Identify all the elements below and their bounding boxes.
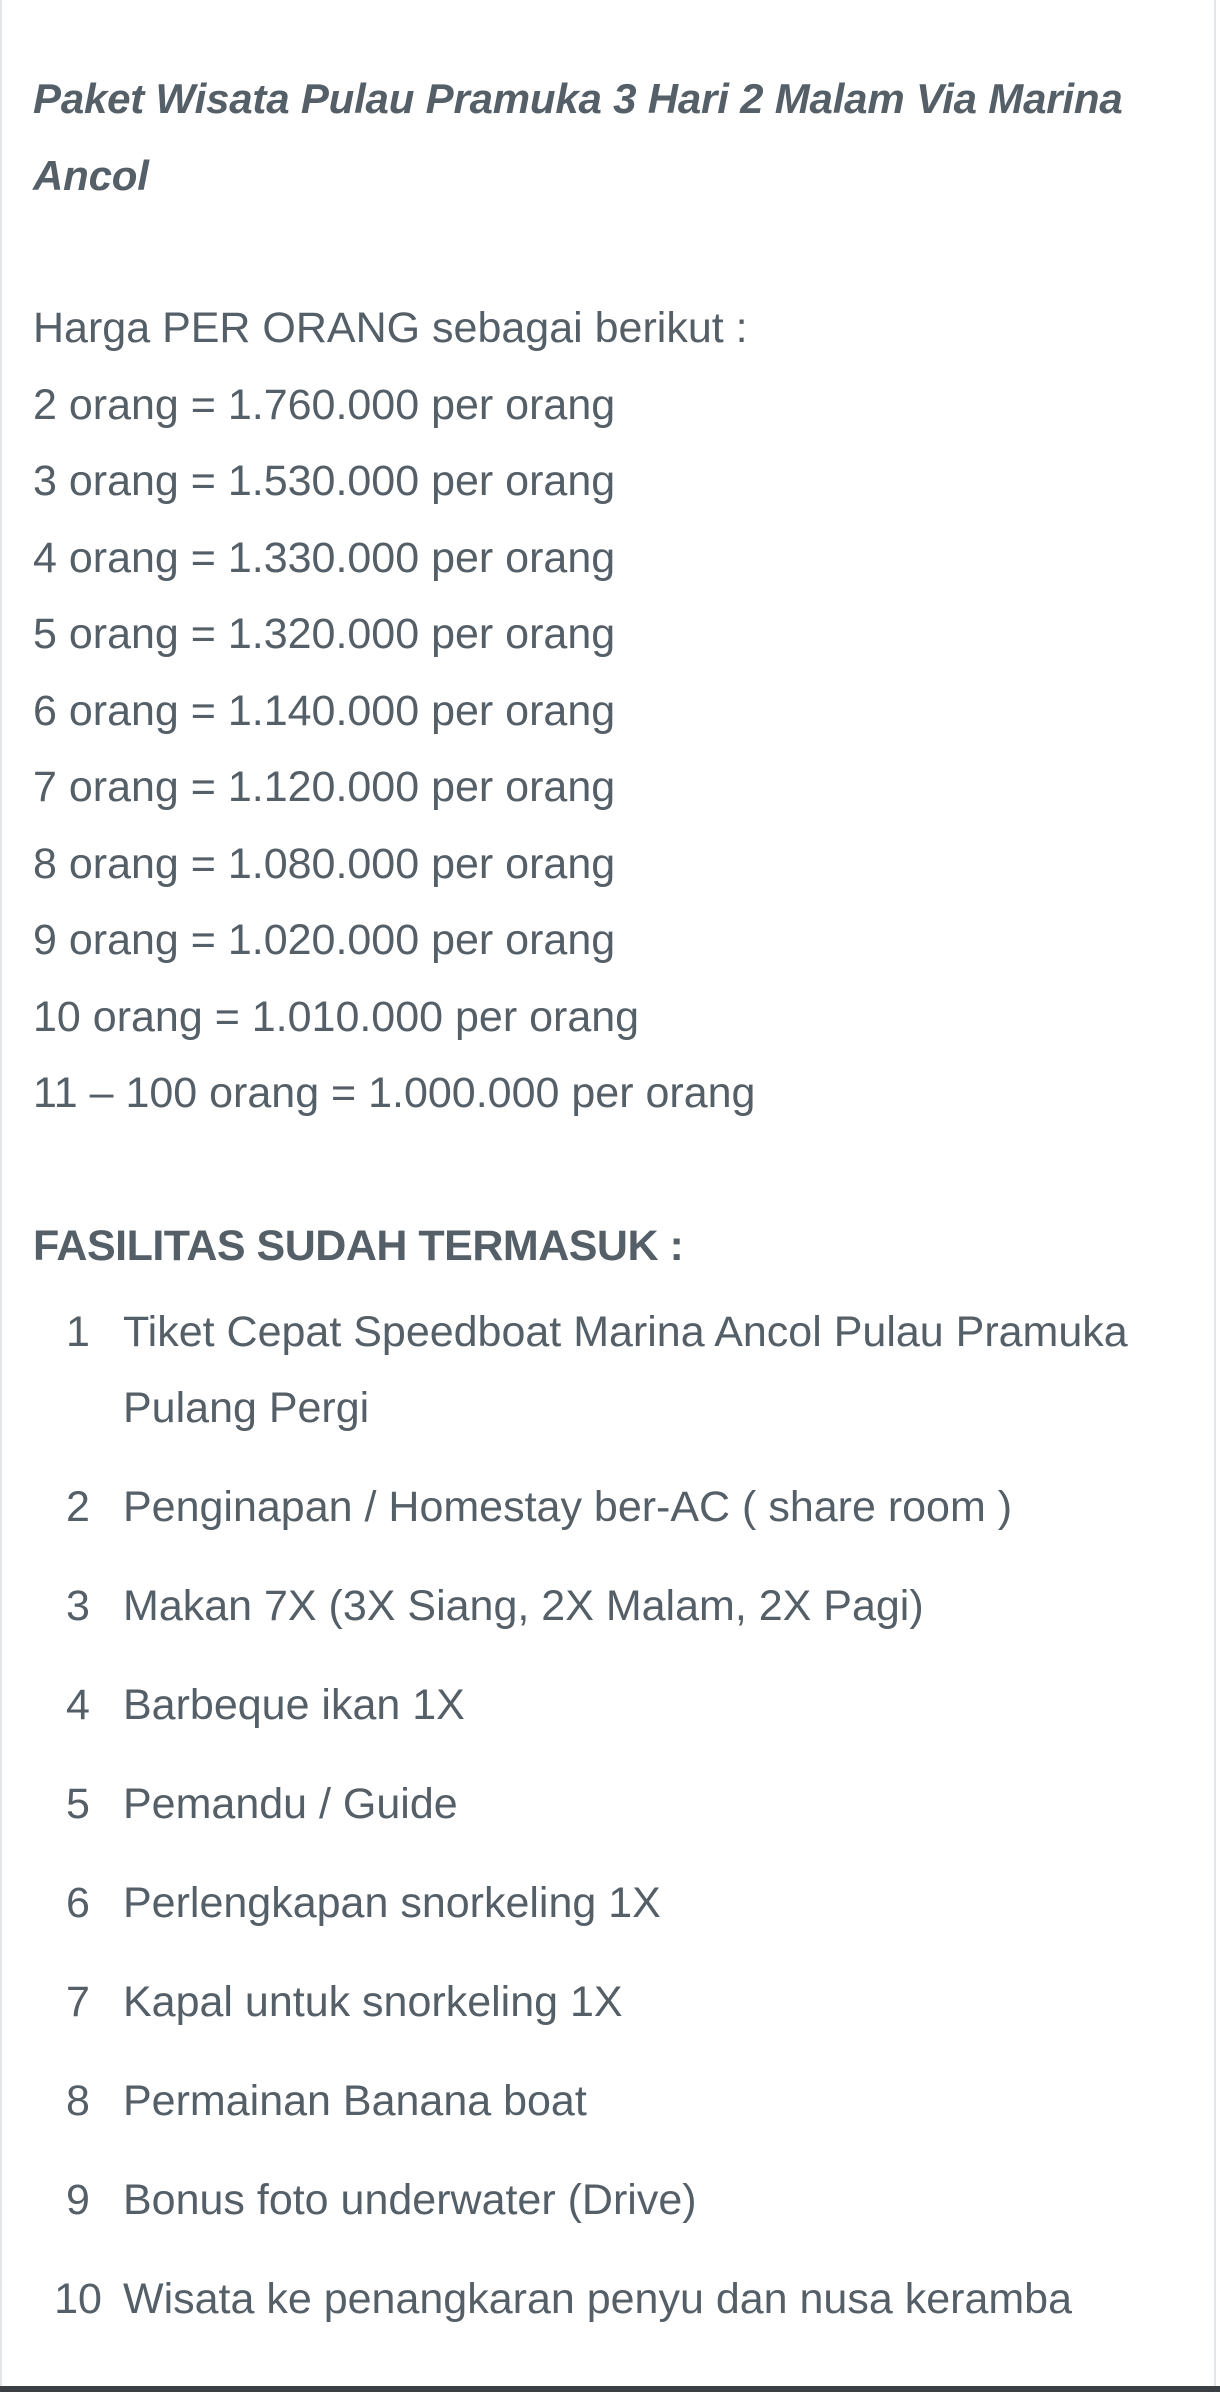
- facility-number: 5: [66, 1779, 90, 1828]
- facility-number: 9: [66, 2175, 90, 2224]
- facility-number: 10: [54, 2274, 102, 2323]
- facility-text: Wisata ke penangkaran penyu dan nusa keramba: [123, 2274, 1073, 2323]
- facility-item: [33, 1766, 1183, 1842]
- facility-text: Bonus foto underwater (Drive): [123, 2175, 697, 2224]
- price-row: 3 orang = 1.530.000 per orang: [33, 457, 616, 505]
- facility-text: [123, 1294, 1183, 1446]
- facility-item: [33, 1964, 1183, 2040]
- facility-item: [33, 1667, 1183, 1743]
- facility-number: 6: [66, 1878, 90, 1927]
- facility-item: [33, 1865, 1183, 1941]
- facility-text: Permainan Banana boat: [123, 2076, 587, 2125]
- facility-number: 1: [66, 1307, 90, 1356]
- facility-text: Makan 7X (3X Siang, 2X Malam, 2X Pagi): [123, 1581, 924, 1630]
- facility-item: [33, 1294, 1183, 1446]
- price-row: 10 orang = 1.010.000 per orang: [33, 992, 640, 1041]
- bottom-edge-bar: [0, 2386, 1220, 2392]
- facilities-heading: FASILITAS SUDAH TERMASUK :: [33, 1221, 684, 1270]
- facility-number: 2: [66, 1482, 90, 1531]
- price-row: 7 orang = 1.120.000 per orang: [33, 763, 616, 811]
- price-row: 2 orang = 1.760.000 per orang: [33, 380, 616, 429]
- price-intro: Harga PER ORANG sebagai berikut :: [33, 304, 748, 352]
- facility-text: Barbeque ikan 1X: [123, 1680, 465, 1729]
- facility-text-line: Pulang Pergi: [123, 1383, 370, 1432]
- facility-text: Pemandu / Guide: [123, 1779, 458, 1828]
- package-title-line-2: Ancol: [33, 152, 149, 199]
- facility-text-line: Tiket Cepat Speedboat Marina Ancol Pulau Pramuka: [123, 1307, 1128, 1356]
- price-row: 9 orang = 1.020.000 per orang: [33, 916, 616, 964]
- facility-item: [33, 1469, 1183, 1545]
- price-row: 6 orang = 1.140.000 per orang: [33, 686, 616, 735]
- facility-item: [33, 2063, 1183, 2139]
- facility-item: [33, 1568, 1183, 1644]
- price-row: 11 – 100 orang = 1.000.000 per orang: [33, 1069, 756, 1117]
- facility-number: 7: [66, 1977, 90, 2026]
- facility-item: [33, 2162, 1183, 2238]
- price-row: 8 orang = 1.080.000 per orang: [33, 839, 616, 888]
- facility-number: 8: [66, 2076, 90, 2125]
- price-list: [33, 290, 1183, 1132]
- price-row: 5 orang = 1.320.000 per orang: [33, 610, 616, 658]
- package-title-line-1: Paket Wisata Pulau Pramuka 3 Hari 2 Malam Via Marina: [33, 75, 1123, 122]
- facility-text: Penginapan / Homestay ber-AC ( share room ): [123, 1482, 1013, 1531]
- package-title: [33, 60, 1183, 214]
- facility-text: Kapal untuk snorkeling 1X: [123, 1977, 623, 2026]
- facility-item: [33, 2261, 1183, 2337]
- facility-text: Perlengkapan snorkeling 1X: [123, 1878, 661, 1927]
- article-content: [33, 60, 1183, 2360]
- facilities-list: [33, 1294, 1183, 2337]
- facility-number: 4: [66, 1680, 90, 1729]
- facility-number: 3: [66, 1581, 90, 1630]
- price-row: 4 orang = 1.330.000 per orang: [33, 533, 616, 582]
